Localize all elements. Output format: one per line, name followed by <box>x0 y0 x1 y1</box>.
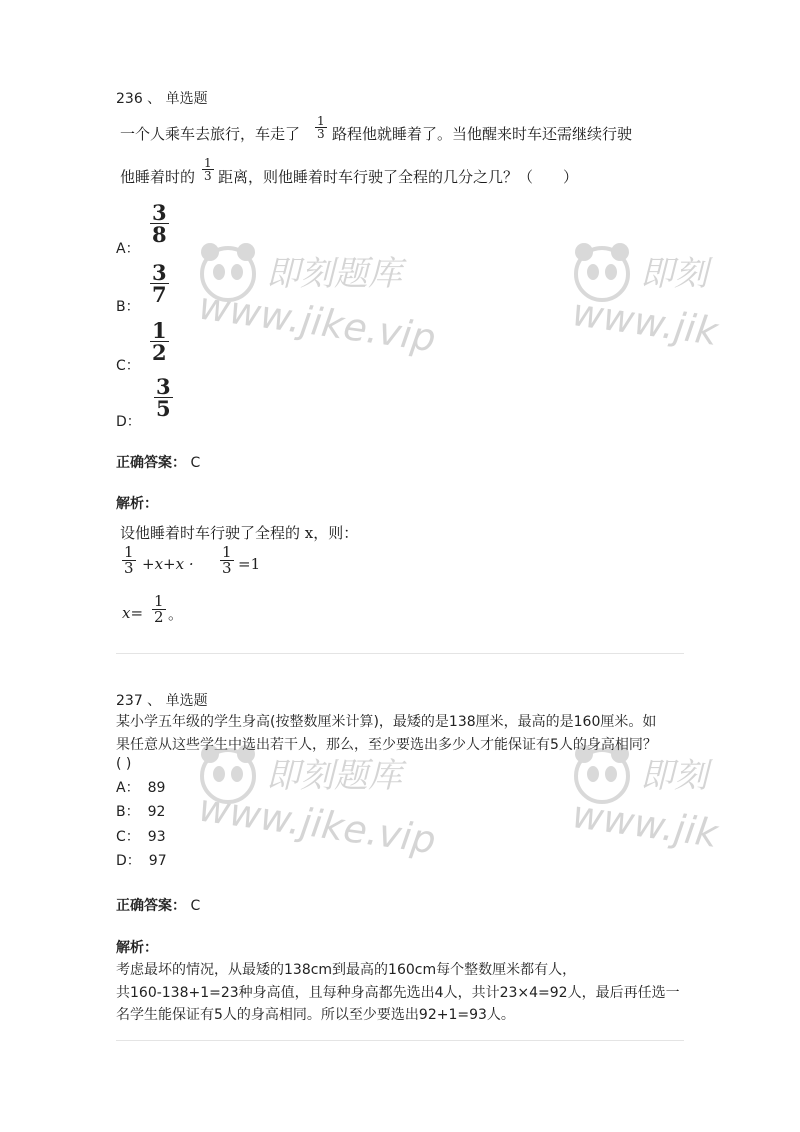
watermark-1 <box>196 238 439 378</box>
stem-fraction-1: 1 3 <box>317 114 325 141</box>
watermark-4 <box>569 740 721 880</box>
watermark-brand: 即刻 <box>640 254 708 294</box>
option-237-b[interactable] <box>116 800 165 825</box>
panda-logo-icon <box>198 238 258 308</box>
answer-label: 正确答案： <box>116 455 186 471</box>
analysis-237-line3: 名学生能保证有5人的身高相同。所以至少要选出92+1=93人。 <box>116 1007 515 1023</box>
option-value: 97 <box>148 853 167 869</box>
option-a-fraction[interactable]: 3 8 <box>152 200 167 247</box>
watermark-url: www.jik <box>569 792 721 856</box>
answer-label: 正确答案： <box>116 898 186 914</box>
watermark-url: www.jik <box>569 290 721 354</box>
analysis-237-line2: 共160-138+1=23种身高值，且每种身高都先选出4人，共计23×4=92人，最后再任选一 <box>116 985 680 1001</box>
option-c-fraction[interactable]: 1 2 <box>152 318 167 365</box>
question-divider-1 <box>116 653 684 654</box>
question-237-stem-line1: 某小学五年级的学生身高(按整数厘米计算)，最矮的是138厘米，最高的是160厘米。如 <box>116 714 657 730</box>
option-d-label: D： <box>116 414 141 430</box>
question-237-stem-line3: ( ) <box>116 756 132 772</box>
eq2-period: 。 <box>168 605 184 623</box>
question-236-stem-line2: 他睡着时的 <box>120 168 196 186</box>
eq1-middle: +x+x · <box>142 555 194 573</box>
eq2-left: x= <box>122 604 144 622</box>
option-237-c[interactable] <box>116 825 166 850</box>
answer-236 <box>116 452 200 472</box>
option-value: 93 <box>147 829 166 845</box>
watermark-url: www.jike.vip <box>196 785 439 863</box>
question-236-stem-line2b: 距离，则他睡着时车行驶了全程的几分之几？（ ） <box>218 168 579 186</box>
analysis-236-label: 解析： <box>116 496 158 512</box>
option-label: A： <box>116 780 140 796</box>
question-237-stem-line2: 果任意从这些学生中选出若干人，那么，至少要选出多少人才能保证有5人的身高相同？ <box>116 737 657 753</box>
watermark-brand: 即刻 <box>640 756 708 796</box>
option-a-label: A： <box>116 241 140 257</box>
analysis-237-line1: 考虑最坏的情况，从最矮的138cm到最高的160cm每个整数厘米都有人， <box>116 962 577 978</box>
watermark-url: www.jike.vip <box>196 283 439 361</box>
question-236-stem-line1: 一个人乘车去旅行，车走了 <box>120 125 301 143</box>
eq1-fraction-b: 1 3 <box>222 543 232 577</box>
answer-value: C <box>190 455 201 471</box>
watermark-2 <box>569 238 721 378</box>
analysis-236-line1: 设他睡着时车行驶了全程的 x，则： <box>120 524 359 542</box>
watermark-brand: 即刻题库 <box>266 756 402 796</box>
eq1-fraction-a: 1 3 <box>124 543 134 577</box>
option-c-label: C： <box>116 358 140 374</box>
option-d-fraction[interactable]: 3 5 <box>156 374 171 421</box>
watermark-brand: 即刻题库 <box>266 254 402 294</box>
option-label: C： <box>116 829 140 845</box>
option-237-a[interactable] <box>116 776 165 801</box>
answer-value: C <box>190 898 201 914</box>
option-value: 92 <box>147 804 166 820</box>
option-value: 89 <box>147 780 166 796</box>
question-236-stem-line1b: 路程他就睡着了。当他醒来时车还需继续行驶 <box>332 125 633 143</box>
option-label: D： <box>116 853 141 869</box>
option-237-d[interactable] <box>116 849 167 874</box>
eq1-equals: =1 <box>238 555 261 573</box>
question-237-header: 237 、 单选题 <box>116 693 208 709</box>
option-label: B： <box>116 804 140 820</box>
eq2-fraction: 1 2 <box>154 592 164 626</box>
question-divider-2 <box>116 1040 684 1041</box>
answer-237 <box>116 895 200 915</box>
stem-fraction-2: 1 3 <box>204 156 212 183</box>
option-b-fraction[interactable]: 3 7 <box>152 260 167 307</box>
panda-logo-icon <box>572 238 632 308</box>
option-b-label: B： <box>116 299 140 315</box>
question-236-header: 236 、 单选题 <box>116 91 208 107</box>
watermark-3 <box>196 740 439 880</box>
analysis-237-label: 解析： <box>116 940 158 956</box>
